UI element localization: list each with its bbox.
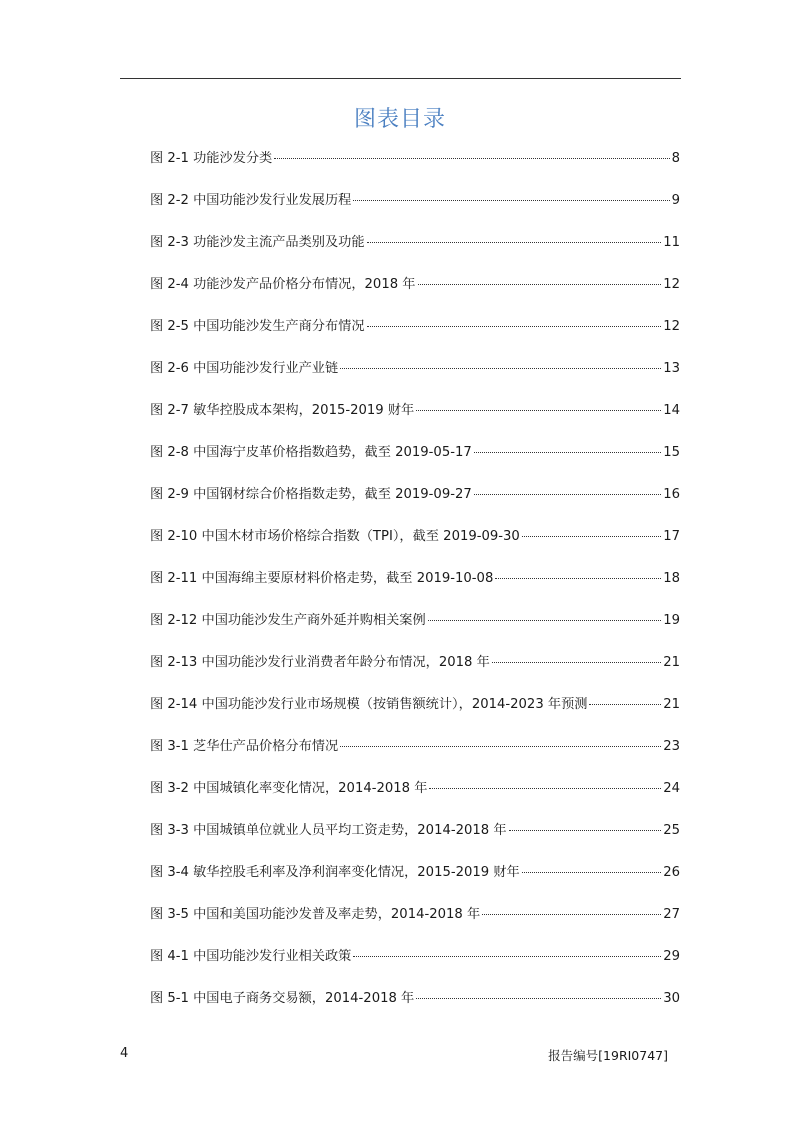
toc-entry[interactable]: [150, 568, 680, 610]
toc-entry-page: 21: [663, 697, 680, 712]
toc-entry-page: 16: [663, 487, 680, 502]
toc-entry-page: 23: [663, 739, 680, 754]
toc-entry-label: 图 4-1 中国功能沙发行业相关政策: [150, 949, 352, 964]
toc-entry-page: 12: [663, 319, 680, 334]
footer-page-number: 4: [120, 1046, 129, 1061]
toc-entry-label: 图 2-8 中国海宁皮革价格指数趋势，截至 2019-05-17: [150, 445, 472, 460]
toc-entry-label: 图 2-9 中国钢材综合价格指数走势，截至 2019-09-27: [150, 487, 472, 502]
toc-entry[interactable]: [150, 694, 680, 736]
dot-leader: [428, 620, 662, 621]
toc-entry-page: 27: [663, 907, 680, 922]
dot-leader: [367, 242, 662, 243]
toc-entry-page: 9: [671, 193, 680, 208]
page-title: 图表目录: [353, 107, 446, 132]
toc-entry[interactable]: [150, 610, 680, 652]
toc-entry[interactable]: [150, 904, 680, 946]
toc-entry-label: 图 2-7 敏华控股成本架构，2015-2019 财年: [150, 403, 415, 418]
table-of-figures: [150, 148, 680, 1030]
dot-leader: [492, 662, 661, 663]
dot-leader: [495, 578, 661, 579]
toc-entry[interactable]: [150, 316, 680, 358]
toc-entry-page: 29: [663, 949, 680, 964]
toc-entry[interactable]: [150, 232, 680, 274]
dot-leader: [482, 914, 661, 915]
dot-leader: [416, 410, 661, 411]
toc-entry-label: 图 3-2 中国城镇化率变化情况，2014-2018 年: [150, 781, 428, 796]
dot-leader: [418, 284, 662, 285]
toc-entry-page: 8: [671, 151, 680, 166]
dot-leader: [353, 200, 669, 201]
header-rule: [120, 78, 681, 79]
dot-leader: [474, 452, 661, 453]
toc-entry[interactable]: [150, 820, 680, 862]
toc-entry-label: 图 5-1 中国电子商务交易额，2014-2018 年: [150, 991, 415, 1006]
toc-entry-label: 图 3-4 敏华控股毛利率及净利润率变化情况，2015-2019 财年: [150, 865, 520, 880]
toc-entry[interactable]: [150, 862, 680, 904]
toc-entry-page: 19: [663, 613, 680, 628]
toc-entry-page: 17: [663, 529, 680, 544]
toc-entry-label: 图 3-1 芝华仕产品价格分布情况: [150, 739, 339, 754]
toc-entry-page: 11: [663, 235, 680, 250]
footer-report-code: 报告编号[19RI0747]: [548, 1048, 668, 1063]
dot-leader: [416, 998, 661, 999]
toc-entry[interactable]: [150, 652, 680, 694]
toc-entry[interactable]: [150, 358, 680, 400]
toc-entry-label: 图 3-5 中国和美国功能沙发普及率走势，2014-2018 年: [150, 907, 481, 922]
toc-entry-page: 26: [663, 865, 680, 880]
toc-entry[interactable]: [150, 778, 680, 820]
toc-entry-label: 图 2-3 功能沙发主流产品类别及功能: [150, 235, 365, 250]
dot-leader: [340, 746, 661, 747]
toc-entry-label: 图 3-3 中国城镇单位就业人员平均工资走势，2014-2018 年: [150, 823, 507, 838]
toc-entry-page: 30: [663, 991, 680, 1006]
toc-entry[interactable]: [150, 526, 680, 568]
toc-entry-label: 图 2-5 中国功能沙发生产商分布情况: [150, 319, 365, 334]
toc-entry-page: 13: [663, 361, 680, 376]
dot-leader: [589, 704, 661, 705]
toc-entry-page: 24: [663, 781, 680, 796]
toc-entry-label: 图 2-11 中国海绵主要原材料价格走势，截至 2019-10-08: [150, 571, 494, 586]
toc-entry-label: 图 2-12 中国功能沙发生产商外延并购相关案例: [150, 613, 426, 628]
toc-entry-label: 图 2-6 中国功能沙发行业产业链: [150, 361, 339, 376]
toc-entry[interactable]: [150, 736, 680, 778]
toc-entry-label: 图 2-10 中国木材市场价格综合指数（TPI），截至 2019-09-30: [150, 529, 520, 544]
toc-entry-page: 21: [663, 655, 680, 670]
dot-leader: [509, 830, 662, 831]
toc-entry-label: 图 2-14 中国功能沙发行业市场规模（按销售额统计），2014-2023 年预测: [150, 697, 588, 712]
dot-leader: [367, 326, 662, 327]
dot-leader: [429, 788, 661, 789]
dot-leader: [353, 956, 661, 957]
toc-entry-page: 15: [663, 445, 680, 460]
toc-entry[interactable]: [150, 442, 680, 484]
dot-leader: [522, 872, 661, 873]
toc-entry-page: 25: [663, 823, 680, 838]
toc-entry[interactable]: [150, 148, 680, 190]
toc-entry-page: 18: [663, 571, 680, 586]
toc-entry-label: 图 2-1 功能沙发分类: [150, 151, 273, 166]
toc-entry[interactable]: [150, 190, 680, 232]
dot-leader: [340, 368, 661, 369]
dot-leader: [522, 536, 661, 537]
toc-entry[interactable]: [150, 484, 680, 526]
toc-entry[interactable]: [150, 946, 680, 988]
dot-leader: [274, 158, 669, 159]
toc-entry-page: 14: [663, 403, 680, 418]
dot-leader: [474, 494, 661, 495]
toc-entry[interactable]: [150, 400, 680, 442]
toc-entry-page: 12: [663, 277, 680, 292]
toc-entry-label: 图 2-4 功能沙发产品价格分布情况，2018 年: [150, 277, 416, 292]
toc-entry[interactable]: [150, 274, 680, 316]
toc-entry[interactable]: [150, 988, 680, 1030]
toc-entry-label: 图 2-2 中国功能沙发行业发展历程: [150, 193, 352, 208]
toc-entry-label: 图 2-13 中国功能沙发行业消费者年龄分布情况，2018 年: [150, 655, 490, 670]
